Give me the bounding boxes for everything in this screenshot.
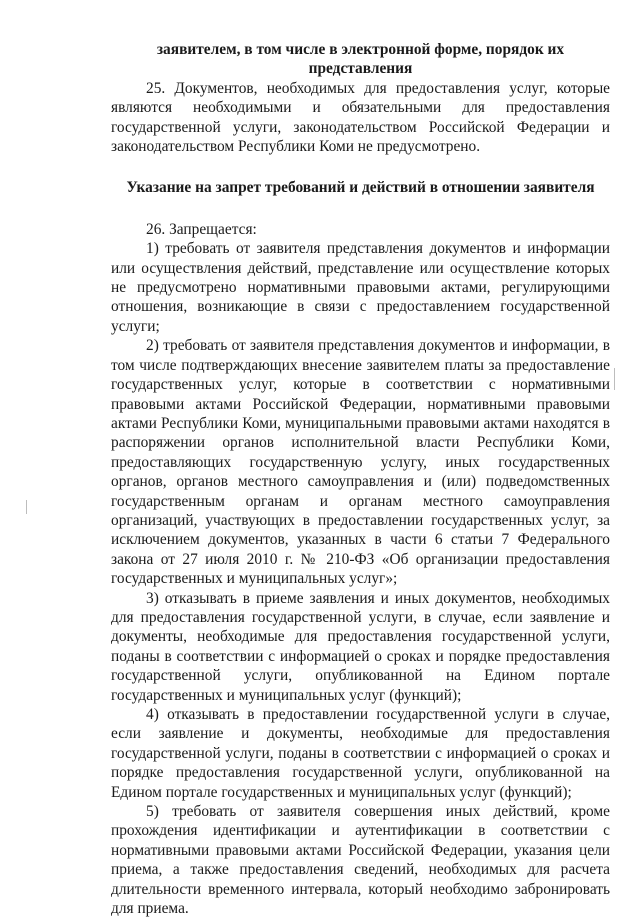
paragraph-25: 25. Документов, необходимых для предоставления услуг, которые являются необходимыми и обязательными для предоставления государственной услуги, законодательством Российской Федерации и законодательством Республики Коми не предусмотрено. [111,79,610,156]
list-item-3: 3) отказывать в приеме заявления и иных документов, необходимых для предоставления государственной услуги, в случае, если заявление и документы, необходимые для предоставления государственной услуги, поданы в соответствии с информацией о сроках и порядке предоставления государственной услуги, опубликованной на Едином портале государственных и муниципальных услуг (функций); [111,589,610,704]
scan-artifact-left [26,500,27,514]
list-item-5: 5) требовать от заявителя совершения иных действий, кроме прохождения идентификации и аутентификации в соответствии с нормативными правовыми актами Российской Федерации, указания цели приема, а также предоставления сведений, необходимых для расчета длительности временного интервала, который необходимо забронировать для приема. [111,803,610,918]
section-heading-prohibitions: Указание на запрет требований и действий в отношении заявителя [126,179,595,197]
paragraph-26: 26. Запрещается: [146,220,257,238]
list-item-4: 4) отказывать в предоставлении государственной услуги в случае, если заявление и документы, необходимые для предоставления государственной услуги, поданы в соответствии с информацией о сроках и порядке предоставления государственной услуги, опубликованной на Едином портале государственных и муниципальных услуг (функций); [111,706,610,801]
document-body [111,40,610,918]
section-heading-top: заявителем, в том числе в электронной форме, порядок их представления [156,41,565,78]
scan-artifact-right [614,368,615,390]
list-item-1: 1) требовать от заявителя представления документов и информации или осуществления действий, представление или осуществление которых не предусмотрено нормативными правовыми актами, регулирующими отношения, возникающие в связи с предоставлением государственной услуги; [111,240,610,335]
list-item-2: 2) требовать от заявителя представления документов и информации, в том числе подтверждающих внесение заявителем платы за предоставление государственных услуг, которые в соответствии с нормативными правовыми актами Российской Федерации, нормативными правовыми актами Республики Коми, муниципальными правовыми актами находятся в распоряжении органов исполнительной власти Республики Коми, предоставляющих государственную услугу, иных государственных органов, органов местного самоуправления и (или) подведомственных государственным органам и органам местного самоуправления организаций, участвующих в предоставлении государственных услуг, за исключением документов, указанных в части 6 статьи 7 Федерального закона от 27 июля 2010 г. № 210-ФЗ «Об организации предоставления государственных и муниципальных услуг»; [111,337,610,588]
